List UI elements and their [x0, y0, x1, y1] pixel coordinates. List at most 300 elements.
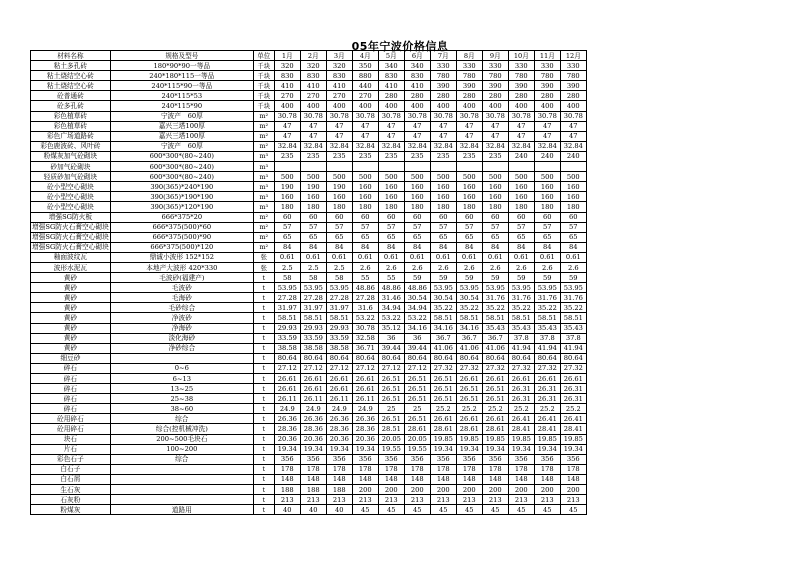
- price-cell: 41.94: [534, 343, 560, 353]
- price-cell: 200: [378, 485, 404, 495]
- price-cell: 84: [560, 242, 586, 252]
- price-cell: 20.05: [378, 434, 404, 444]
- price-cell: 27.32: [534, 363, 560, 373]
- price-cell: 80.64: [456, 353, 482, 363]
- price-cell: 148: [534, 474, 560, 484]
- unit-cell: m²: [253, 121, 274, 131]
- spec-cell: [110, 495, 253, 505]
- price-cell: 45: [560, 505, 586, 515]
- price-cell: 440: [352, 81, 378, 91]
- price-cell: 34.16: [456, 323, 482, 333]
- spec-cell: 淡化海砂: [110, 333, 253, 343]
- price-cell: 26.11: [300, 394, 326, 404]
- spec-cell: 毛砂综合: [110, 303, 253, 313]
- price-cell: 47: [274, 121, 300, 131]
- material-name-cell: 碎石: [31, 384, 111, 394]
- price-cell: 26.51: [378, 394, 404, 404]
- price-cell: 36.7: [430, 333, 456, 343]
- price-cell: [508, 162, 534, 172]
- price-cell: 84: [352, 242, 378, 252]
- price-cell: 390: [482, 81, 508, 91]
- price-cell: 178: [430, 464, 456, 474]
- price-cell: 270: [300, 91, 326, 101]
- price-cell: 160: [456, 182, 482, 192]
- price-cell: [534, 162, 560, 172]
- material-name-cell: 彩色鹿波砖、风叶砖: [31, 141, 111, 151]
- price-cell: 31.97: [300, 303, 326, 313]
- price-cell: 53.95: [326, 283, 352, 293]
- price-cell: 60: [300, 212, 326, 222]
- price-cell: 235: [352, 151, 378, 161]
- price-cell: 28.36: [300, 424, 326, 434]
- spec-cell: 600*300*(80~240): [110, 172, 253, 182]
- material-name-cell: 粘土烧结空心砖: [31, 81, 111, 91]
- price-cell: 400: [482, 101, 508, 111]
- price-cell: 59: [560, 273, 586, 283]
- price-cell: 41.06: [482, 343, 508, 353]
- price-cell: 35.43: [508, 323, 534, 333]
- spec-cell: 600*300*(80~240): [110, 151, 253, 161]
- price-cell: 32.58: [352, 333, 378, 343]
- price-cell: 356: [482, 454, 508, 464]
- price-cell: 80.64: [430, 353, 456, 363]
- unit-cell: t: [253, 363, 274, 373]
- price-cell: 178: [508, 464, 534, 474]
- price-cell: 60: [508, 212, 534, 222]
- price-cell: 35.22: [456, 303, 482, 313]
- price-cell: 30.78: [352, 323, 378, 333]
- price-cell: 27.12: [326, 363, 352, 373]
- table-row: [31, 182, 587, 192]
- price-cell: 200: [482, 485, 508, 495]
- price-cell: 19.85: [560, 434, 586, 444]
- price-cell: 270: [274, 91, 300, 101]
- price-cell: 26.61: [352, 384, 378, 394]
- price-cell: 40: [326, 505, 352, 515]
- price-cell: 57: [404, 222, 430, 232]
- price-cell: 47: [404, 121, 430, 131]
- price-cell: 38.58: [326, 343, 352, 353]
- price-cell: 213: [300, 495, 326, 505]
- price-cell: 25: [404, 404, 430, 414]
- price-cell: 780: [508, 71, 534, 81]
- material-name-cell: 粘土烧结空心砖: [31, 71, 111, 81]
- price-cell: 2.6: [508, 262, 534, 272]
- price-cell: 400: [508, 101, 534, 111]
- unit-cell: t: [253, 273, 274, 283]
- price-cell: 270: [352, 91, 378, 101]
- unit-cell: m³: [253, 151, 274, 161]
- spec-cell: 666*375(500)*120: [110, 242, 253, 252]
- price-cell: 47: [430, 121, 456, 131]
- price-cell: 148: [456, 474, 482, 484]
- price-cell: 356: [352, 454, 378, 464]
- material-name-cell: 黄砂: [31, 323, 111, 333]
- price-cell: 31.6: [352, 303, 378, 313]
- price-cell: 30.54: [430, 293, 456, 303]
- price-cell: 160: [482, 182, 508, 192]
- price-cell: 160: [508, 182, 534, 192]
- price-cell: 19.85: [482, 434, 508, 444]
- price-cell: 27.28: [326, 293, 352, 303]
- table-row: [31, 151, 587, 161]
- spec-cell: 综合(控机械冲洗): [110, 424, 253, 434]
- price-cell: 26.51: [404, 394, 430, 404]
- price-cell: 19.34: [352, 444, 378, 454]
- price-cell: 58.51: [560, 313, 586, 323]
- price-cell: 235: [482, 151, 508, 161]
- unit-cell: m³: [253, 172, 274, 182]
- price-cell: 148: [352, 474, 378, 484]
- table-row: [31, 343, 587, 353]
- price-cell: 356: [560, 454, 586, 464]
- price-cell: 213: [326, 495, 352, 505]
- price-cell: 148: [378, 474, 404, 484]
- unit-cell: t: [253, 394, 274, 404]
- price-cell: 30.54: [456, 293, 482, 303]
- price-cell: 400: [430, 101, 456, 111]
- price-cell: 160: [378, 192, 404, 202]
- material-name-cell: 黄砂: [31, 313, 111, 323]
- price-cell: 19.34: [300, 444, 326, 454]
- material-name-cell: 碎石: [31, 363, 111, 373]
- price-cell: 84: [300, 242, 326, 252]
- material-name-cell: 砼用碎石: [31, 414, 111, 424]
- price-cell: 32.84: [456, 141, 482, 151]
- price-cell: 390: [456, 81, 482, 91]
- table-row: [31, 434, 587, 444]
- table-row: [31, 394, 587, 404]
- price-cell: 32.84: [508, 141, 534, 151]
- price-cell: 160: [404, 182, 430, 192]
- price-cell: 47: [404, 131, 430, 141]
- price-cell: 235: [326, 151, 352, 161]
- price-cell: 57: [456, 222, 482, 232]
- price-cell: 65: [300, 232, 326, 242]
- unit-cell: t: [253, 474, 274, 484]
- header-cell: 7月: [430, 51, 456, 61]
- unit-cell: t: [253, 424, 274, 434]
- price-cell: 47: [378, 121, 404, 131]
- unit-cell: m³: [253, 182, 274, 192]
- price-cell: 58.51: [326, 313, 352, 323]
- material-name-cell: 彩色广场道路砖: [31, 131, 111, 141]
- price-cell: 390: [508, 81, 534, 91]
- price-cell: 20.36: [352, 434, 378, 444]
- price-cell: 2.6: [404, 262, 430, 272]
- price-cell: 830: [300, 71, 326, 81]
- unit-cell: t: [253, 464, 274, 474]
- price-cell: 26.61: [508, 374, 534, 384]
- price-cell: 30.78: [482, 111, 508, 121]
- price-cell: 280: [482, 91, 508, 101]
- price-cell: 410: [274, 81, 300, 91]
- price-cell: 30.78: [274, 111, 300, 121]
- price-cell: 0.61: [274, 252, 300, 262]
- price-cell: 148: [404, 474, 430, 484]
- price-cell: 500: [456, 172, 482, 182]
- unit-cell: m²: [253, 232, 274, 242]
- table-row: [31, 474, 587, 484]
- unit-cell: t: [253, 414, 274, 424]
- price-cell: [300, 162, 326, 172]
- unit-cell: t: [253, 313, 274, 323]
- header-cell: 4月: [352, 51, 378, 61]
- price-cell: 28.41: [534, 424, 560, 434]
- price-cell: [456, 162, 482, 172]
- material-name-cell: 增强SG防火石膏空心砌块: [32, 223, 109, 232]
- price-cell: 47: [456, 131, 482, 141]
- spec-cell: 390(365)*120*190: [110, 202, 253, 212]
- price-cell: 880: [352, 71, 378, 81]
- price-cell: 80.64: [508, 353, 534, 363]
- price-cell: 27.12: [300, 363, 326, 373]
- header-cell: 3月: [326, 51, 352, 61]
- price-cell: 57: [378, 222, 404, 232]
- material-name-cell: 石灰粉: [31, 495, 111, 505]
- price-cell: 26.61: [300, 384, 326, 394]
- price-cell: 30.78: [560, 111, 586, 121]
- price-cell: 65: [482, 232, 508, 242]
- price-cell: 320: [274, 61, 300, 71]
- price-cell: 36.7: [482, 333, 508, 343]
- price-cell: 47: [300, 121, 326, 131]
- price-cell: 57: [508, 222, 534, 232]
- table-row: [31, 273, 587, 283]
- price-cell: 59: [534, 273, 560, 283]
- material-name-cell: 片石: [31, 444, 111, 454]
- price-cell: 31.76: [534, 293, 560, 303]
- material-name-cell: 黄砂: [31, 333, 111, 343]
- price-cell: 400: [404, 101, 430, 111]
- price-cell: 400: [274, 101, 300, 111]
- price-cell: 160: [404, 192, 430, 202]
- price-cell: 213: [352, 495, 378, 505]
- price-cell: 26.11: [274, 394, 300, 404]
- spec-cell: 13~25: [110, 384, 253, 394]
- header-row: [31, 51, 587, 61]
- price-cell: 26.31: [508, 394, 534, 404]
- price-cell: 45: [482, 505, 508, 515]
- price-cell: 28.61: [482, 424, 508, 434]
- price-cell: 410: [404, 81, 430, 91]
- price-cell: 180: [456, 202, 482, 212]
- price-cell: 148: [274, 474, 300, 484]
- price-cell: 60: [534, 212, 560, 222]
- header-cell: 9月: [482, 51, 508, 61]
- price-cell: 19.34: [534, 444, 560, 454]
- price-cell: 53.95: [274, 283, 300, 293]
- price-cell: 60: [326, 212, 352, 222]
- spec-cell: 毛海砂: [110, 293, 253, 303]
- price-cell: 160: [456, 192, 482, 202]
- price-cell: 148: [482, 474, 508, 484]
- spec-cell: 25~38: [110, 394, 253, 404]
- material-name-cell: 碎石: [31, 374, 111, 384]
- spec-cell: 净砂综合: [110, 343, 253, 353]
- price-cell: 48.86: [352, 283, 378, 293]
- header-cell: 规格及型号: [110, 51, 253, 61]
- price-cell: 180: [326, 202, 352, 212]
- price-cell: 26.51: [404, 384, 430, 394]
- price-cell: 36: [378, 333, 404, 343]
- price-cell: 27.28: [300, 293, 326, 303]
- material-name-cell: 砂加气砼砌块: [31, 162, 111, 172]
- price-cell: 200: [456, 485, 482, 495]
- price-cell: 180: [352, 202, 378, 212]
- spec-cell: 240*115*90: [110, 101, 253, 111]
- price-cell: 330: [534, 61, 560, 71]
- price-cell: 26.31: [534, 394, 560, 404]
- price-cell: 31.76: [560, 293, 586, 303]
- table-row: [31, 141, 587, 151]
- price-cell: 400: [378, 101, 404, 111]
- price-cell: 178: [274, 464, 300, 474]
- price-cell: 160: [534, 182, 560, 192]
- price-cell: 38.58: [300, 343, 326, 353]
- price-cell: 37.8: [560, 333, 586, 343]
- price-cell: 25.2: [482, 404, 508, 414]
- table-row: [31, 313, 587, 323]
- price-cell: 65: [378, 232, 404, 242]
- price-cell: 47: [482, 121, 508, 131]
- price-cell: 47: [534, 131, 560, 141]
- price-cell: 53.95: [456, 283, 482, 293]
- price-cell: 26.61: [482, 374, 508, 384]
- price-cell: 26.36: [300, 414, 326, 424]
- price-cell: 65: [430, 232, 456, 242]
- price-cell: 47: [352, 131, 378, 141]
- price-cell: 26.36: [352, 414, 378, 424]
- spec-cell: 240*115*53: [110, 91, 253, 101]
- price-cell: 27.32: [456, 363, 482, 373]
- price-cell: 410: [300, 81, 326, 91]
- table-row: [31, 222, 587, 232]
- price-cell: 190: [274, 182, 300, 192]
- price-cell: 26.51: [482, 394, 508, 404]
- material-name-cell: 轻质砂加气砼砌块: [31, 172, 111, 182]
- header-cell: 11月: [534, 51, 560, 61]
- spec-cell: 综合: [110, 454, 253, 464]
- price-cell: 26.61: [326, 384, 352, 394]
- price-cell: 830: [404, 71, 430, 81]
- price-cell: 35.43: [534, 323, 560, 333]
- unit-cell: t: [253, 293, 274, 303]
- material-name-cell: 碎石: [31, 394, 111, 404]
- unit-cell: 张: [253, 262, 274, 272]
- spec-cell: 鼎诚小波形 152*152: [110, 252, 253, 262]
- material-name-cell: 黄砂: [31, 283, 111, 293]
- price-cell: 27.28: [352, 293, 378, 303]
- price-cell: 235: [274, 151, 300, 161]
- price-cell: 25.2: [430, 404, 456, 414]
- price-cell: 270: [326, 91, 352, 101]
- spec-cell: 200~500毛块石: [110, 434, 253, 444]
- price-cell: 400: [326, 101, 352, 111]
- price-cell: [326, 162, 352, 172]
- material-name-cell: 釉面波纹瓦: [31, 252, 111, 262]
- price-cell: 19.34: [326, 444, 352, 454]
- price-cell: 37.8: [534, 333, 560, 343]
- price-cell: 280: [430, 91, 456, 101]
- price-cell: 330: [482, 61, 508, 71]
- header-cell: 6月: [404, 51, 430, 61]
- price-cell: 26.31: [560, 394, 586, 404]
- unit-cell: 千块: [253, 61, 274, 71]
- price-cell: 26.31: [508, 384, 534, 394]
- spec-cell: 600*300*(80~240): [110, 162, 253, 172]
- price-cell: 400: [560, 101, 586, 111]
- price-cell: 65: [326, 232, 352, 242]
- price-cell: 340: [404, 61, 430, 71]
- price-cell: 356: [300, 454, 326, 464]
- price-cell: 200: [352, 485, 378, 495]
- price-cell: 35.43: [482, 323, 508, 333]
- table-row: [31, 262, 587, 272]
- price-cell: 200: [560, 485, 586, 495]
- price-cell: 780: [430, 71, 456, 81]
- price-cell: 160: [352, 192, 378, 202]
- price-cell: 84: [508, 242, 534, 252]
- spec-cell: 综合: [110, 414, 253, 424]
- price-cell: [352, 162, 378, 172]
- price-cell: 2.6: [430, 262, 456, 272]
- spec-cell: 666*375(500)*60: [110, 222, 253, 232]
- price-cell: 27.32: [430, 363, 456, 373]
- price-cell: 25.2: [534, 404, 560, 414]
- price-cell: 57: [534, 222, 560, 232]
- table-row: [31, 172, 587, 182]
- material-name-cell: 增强SG防火石膏空心砌块: [32, 243, 109, 252]
- price-cell: 35.12: [378, 323, 404, 333]
- price-cell: 830: [274, 71, 300, 81]
- price-cell: 35.22: [430, 303, 456, 313]
- price-cell: 19.34: [482, 444, 508, 454]
- spec-cell: 240*180*115一等品: [110, 71, 253, 81]
- price-cell: 28.61: [430, 424, 456, 434]
- price-cell: 26.11: [352, 394, 378, 404]
- price-cell: 32.84: [404, 141, 430, 151]
- price-cell: 160: [352, 182, 378, 192]
- price-cell: 26.51: [378, 414, 404, 424]
- price-cell: 59: [456, 273, 482, 283]
- price-cell: 80.64: [378, 353, 404, 363]
- material-name-cell: 增强SG防火石膏空心砌块: [32, 233, 109, 242]
- price-cell: 180: [300, 202, 326, 212]
- price-cell: 0.61: [326, 252, 352, 262]
- price-cell: 235: [456, 151, 482, 161]
- price-cell: 213: [378, 495, 404, 505]
- material-name-cell: 碎石: [31, 404, 111, 414]
- price-cell: 0.61: [300, 252, 326, 262]
- price-cell: 32.84: [534, 141, 560, 151]
- price-cell: 48.86: [378, 283, 404, 293]
- price-cell: 2.5: [326, 262, 352, 272]
- price-cell: 32.84: [560, 141, 586, 151]
- material-name-cell: 白石屑: [31, 474, 111, 484]
- price-cell: 30.78: [456, 111, 482, 121]
- material-name-cell: 砼小型空心砌块: [31, 192, 111, 202]
- price-cell: 26.61: [274, 374, 300, 384]
- price-cell: 235: [430, 151, 456, 161]
- material-name-cell: 波形水泥瓦: [31, 262, 111, 272]
- price-cell: 148: [300, 474, 326, 484]
- price-cell: 188: [274, 485, 300, 495]
- price-cell: 34.16: [404, 323, 430, 333]
- table-row: [31, 111, 587, 121]
- price-cell: 20.36: [300, 434, 326, 444]
- price-cell: 41.94: [560, 343, 586, 353]
